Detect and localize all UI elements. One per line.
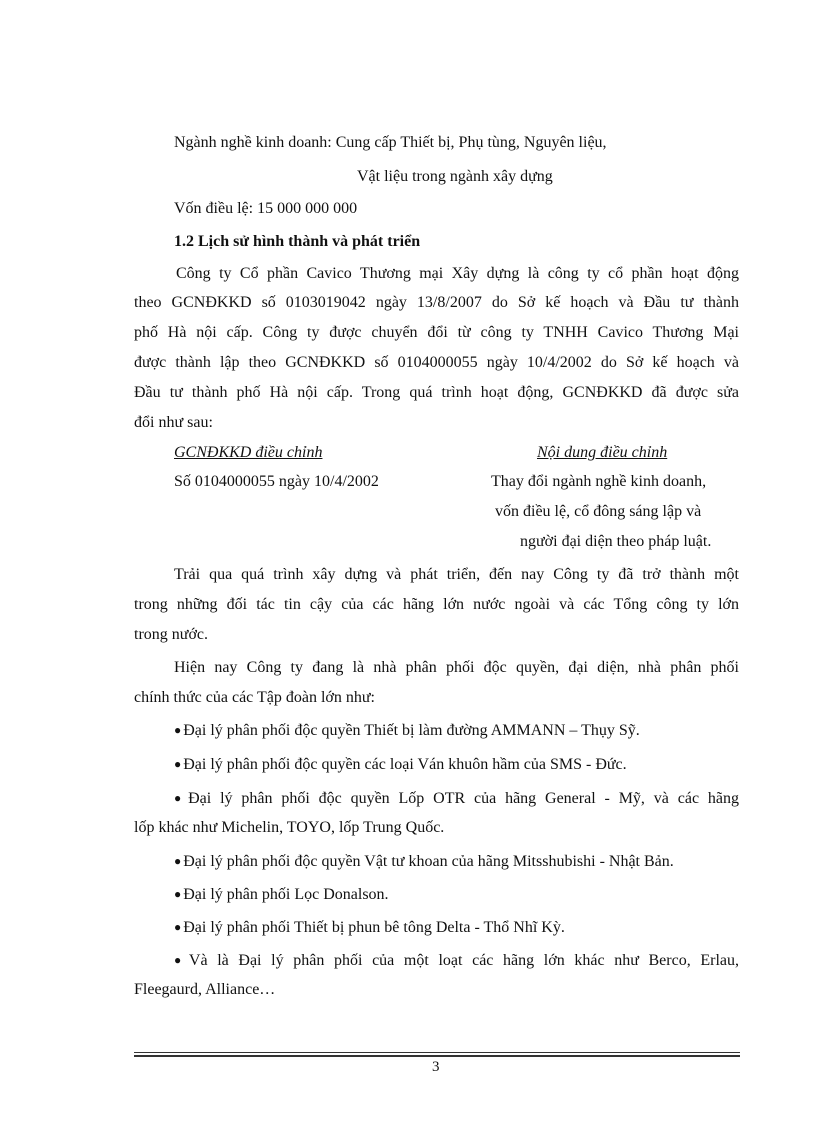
business-line-2: Vật liệu trong ngành xây dựng [357,168,553,185]
bullet-item-5 [174,884,389,905]
table-col1-header: GCNĐKKD điều chỉnh [174,444,323,461]
bullet-text: Và là Đại lý phân phối của một loạt các hãng lớn khác như Berco, Erlau, [188,952,740,969]
intro-line-4: được thành lập theo GCNĐKKD số 0104000055 ngày 10/4/2002 do Sở kế hoạch và [134,354,739,371]
bullet-item-1 [174,720,640,741]
partner-line-3: trong nước. [134,626,209,643]
intro-line-3: phố Hà nội cấp. Công ty được chuyển đổi từ công ty TNHH Cavico Thương Mại [134,324,739,341]
bullet-text: Đại lý phân phối độc quyền các loại Ván khuôn hầm của SMS - Đức. [183,756,627,773]
bullet-icon: ● [174,953,187,967]
bullet-text: Đại lý phân phối Lọc Donalson. [183,886,389,903]
bullet-text: Đại lý phân phối độc quyền Lốp OTR của hãng General - Mỹ, và các hãng [188,790,739,807]
bullet-item-4 [174,851,674,872]
bullet-text: Đại lý phân phối Thiết bị phun bê tông Delta - Thổ Nhĩ Kỳ. [183,919,565,936]
bullet-icon: ● [174,887,182,901]
bullet-item-7-cont: Fleegaurd, Alliance… [134,981,276,998]
bullet-item-3-cont: lốp khác như Michelin, TOYO, lốp Trung Quốc. [134,819,445,836]
section-heading: 1.2 Lịch sử hình thành và phát triển [174,233,421,250]
bullet-item-7 [174,950,739,971]
table-row-right-3: người đại diện theo pháp luật. [520,533,712,550]
bullet-text: Đại lý phân phối độc quyền Vật tư khoan của hãng Mitsshubishi - Nhật Bản. [183,853,674,870]
footer-rule-top [134,1052,740,1053]
table-row-right-2: vốn điều lệ, cổ đông sáng lập và [495,503,702,520]
intro-line-5: Đầu tư thành phố Hà nội cấp. Trong quá trình hoạt động, GCNĐKKD đã được sửa [134,384,739,401]
business-line-1: Ngành nghề kinh doanh: Cung cấp Thiết bị, Phụ tùng, Nguyên liệu, [174,134,607,151]
table-col2-header: Nội dung điều chỉnh [537,444,668,461]
bullet-icon: ● [174,854,182,868]
bullet-item-2 [174,754,627,775]
distributor-line-2: chính thức của các Tập đoàn lớn như: [134,689,375,706]
intro-line-2: theo GCNĐKKD số 0103019042 ngày 13/8/2007 do Sở kế hoạch và Đầu tư thành [134,294,739,311]
bullet-item-6 [174,917,565,938]
bullet-text: Đại lý phân phối độc quyền Thiết bị làm đường AMMANN – Thụy Sỹ. [183,722,640,739]
bullet-icon: ● [174,723,182,737]
table-row-left: Số 0104000055 ngày 10/4/2002 [174,473,379,490]
intro-line-1: Công ty Cổ phần Cavico Thương mại Xây dựng là công ty cổ phần hoạt động [176,265,739,282]
bullet-item-3 [174,788,739,809]
page-number: 3 [432,1059,440,1075]
bullet-icon: ● [174,757,182,771]
charter-capital: Vốn điều lệ: 15 000 000 000 [174,200,358,217]
partner-line-1: Trải qua quá trình xây dựng và phát triển, đến nay Công ty đã trở thành một [174,566,739,583]
partner-line-2: trong những đối tác tin cậy của các hãng lớn nước ngoài và các Tổng công ty lớn [134,596,739,613]
bullet-icon: ● [174,920,182,934]
distributor-line-1: Hiện nay Công ty đang là nhà phân phối độc quyền, đại diện, nhà phân phối [174,659,739,676]
table-row-right-1: Thay đổi ngành nghề kinh doanh, [491,473,707,490]
bullet-icon: ● [174,791,187,805]
intro-line-6: đổi như sau: [134,414,213,431]
